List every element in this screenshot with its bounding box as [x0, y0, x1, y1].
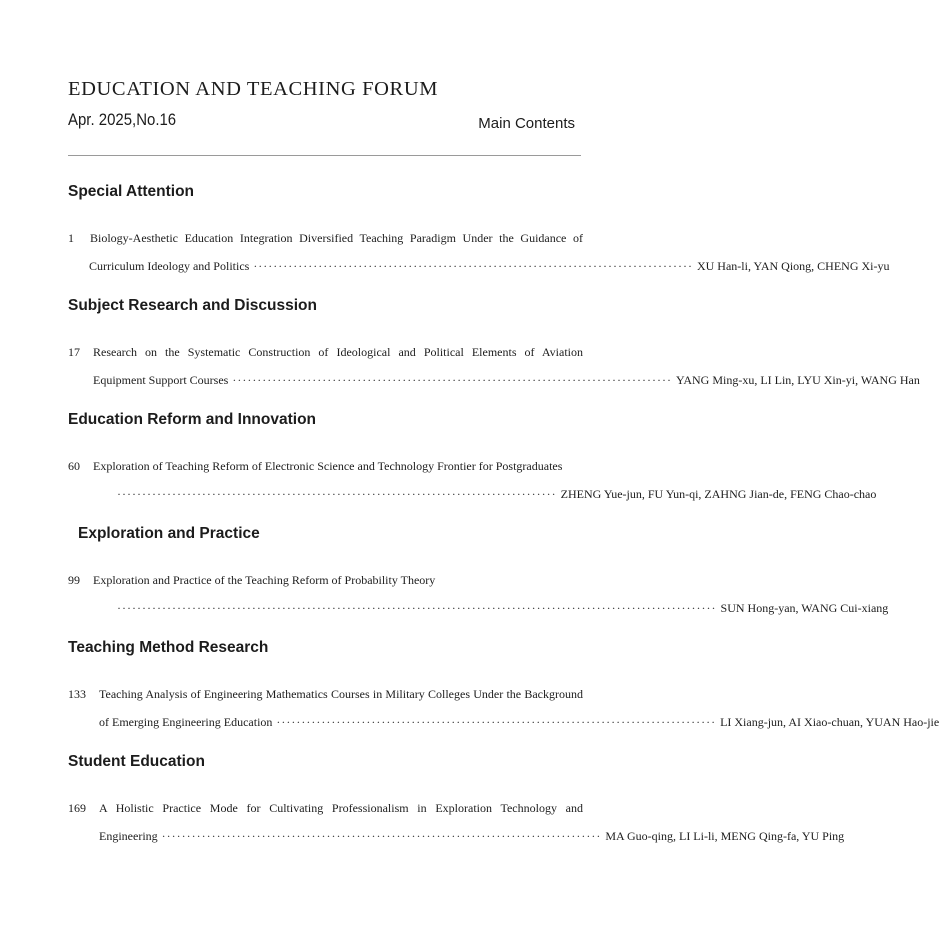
leader-dots: ························································································	[276, 715, 717, 729]
issue-date: Apr. 2025,No.16	[68, 110, 177, 129]
article-authors: ZHENG Yue-jun, FU Yun-qi, ZAHNG Jian-de, FENG Chao-chao	[560, 487, 877, 501]
toc-entry[interactable]	[68, 338, 920, 394]
toc-entry[interactable]	[68, 566, 889, 622]
page-number: 60	[68, 459, 80, 473]
article-title-line1: Exploration of Teaching Reform of Electronic Science and Technology Frontier for Postgraduates	[93, 459, 563, 473]
page-number: 133	[68, 687, 86, 701]
page-number: 99	[68, 573, 80, 587]
toc-entry[interactable]	[68, 224, 890, 280]
page-number: 1	[68, 231, 74, 245]
page-number: 17	[68, 345, 80, 359]
article-title-line1: Research on the Systematic Construction of Ideological and Political Elements of Aviation	[93, 345, 583, 359]
leader-dots: ························································································	[117, 487, 557, 501]
journal-title: EDUCATION AND TEACHING FORUM	[68, 78, 439, 100]
page-number: 169	[68, 801, 86, 815]
article-title-line2: Engineering	[99, 829, 158, 843]
header-rule	[68, 155, 581, 156]
article-title-line1: Biology-Aesthetic Education Integration Diversified Teaching Paradigm Under the Guidance of	[90, 231, 583, 245]
section-heading: Subject Research and Discussion	[68, 297, 317, 314]
article-authors: YANG Ming-xu, LI Lin, LYU Xin-yi, WANG Han	[675, 373, 920, 387]
article-title-line2: Equipment Support Courses	[93, 373, 229, 387]
toc-entry[interactable]	[68, 680, 939, 736]
leader-dots: ························································································	[232, 373, 672, 387]
leader-dots: ························································································································	[117, 601, 717, 615]
leader-dots: ························································································	[161, 829, 602, 843]
section-education-reform	[68, 409, 877, 508]
section-heading: Special Attention	[68, 183, 195, 200]
section-heading: Exploration and Practice	[78, 525, 260, 542]
section-student-education	[68, 751, 845, 850]
section-heading: Student Education	[68, 753, 205, 770]
section-subject-research	[68, 295, 920, 394]
article-authors: MA Guo-qing, LI Li-li, MENG Qing-fa, YU Ping	[605, 829, 845, 843]
leader-dots: ························································································	[253, 259, 693, 273]
article-title-line1: Exploration and Practice of the Teaching Reform of Probability Theory	[93, 573, 436, 587]
article-authors: XU Han-li, YAN Qiong, CHENG Xi-yu	[696, 259, 890, 273]
article-title-line2: of Emerging Engineering Education	[99, 715, 273, 729]
section-heading: Teaching Method Research	[68, 639, 269, 656]
main-contents-label: Main Contents	[478, 115, 575, 132]
article-title-line1: A Holistic Practice Mode for Cultivating Professionalism in Exploration Technology and	[99, 801, 583, 815]
section-special-attention	[68, 181, 890, 280]
section-heading: Education Reform and Innovation	[68, 411, 317, 428]
toc-entry[interactable]	[68, 794, 845, 850]
section-exploration-practice	[68, 523, 889, 622]
article-title-line2: Curriculum Ideology and Politics	[89, 259, 250, 273]
article-authors: SUN Hong-yan, WANG Cui-xiang	[720, 601, 889, 615]
article-title-line1: Teaching Analysis of Engineering Mathematics Courses in Military Colleges Under the Background	[99, 687, 583, 701]
toc-entry[interactable]	[68, 452, 877, 508]
section-teaching-method	[68, 637, 939, 736]
article-authors: LI Xiang-jun, AI Xiao-chuan, YUAN Hao-jie	[720, 715, 939, 729]
